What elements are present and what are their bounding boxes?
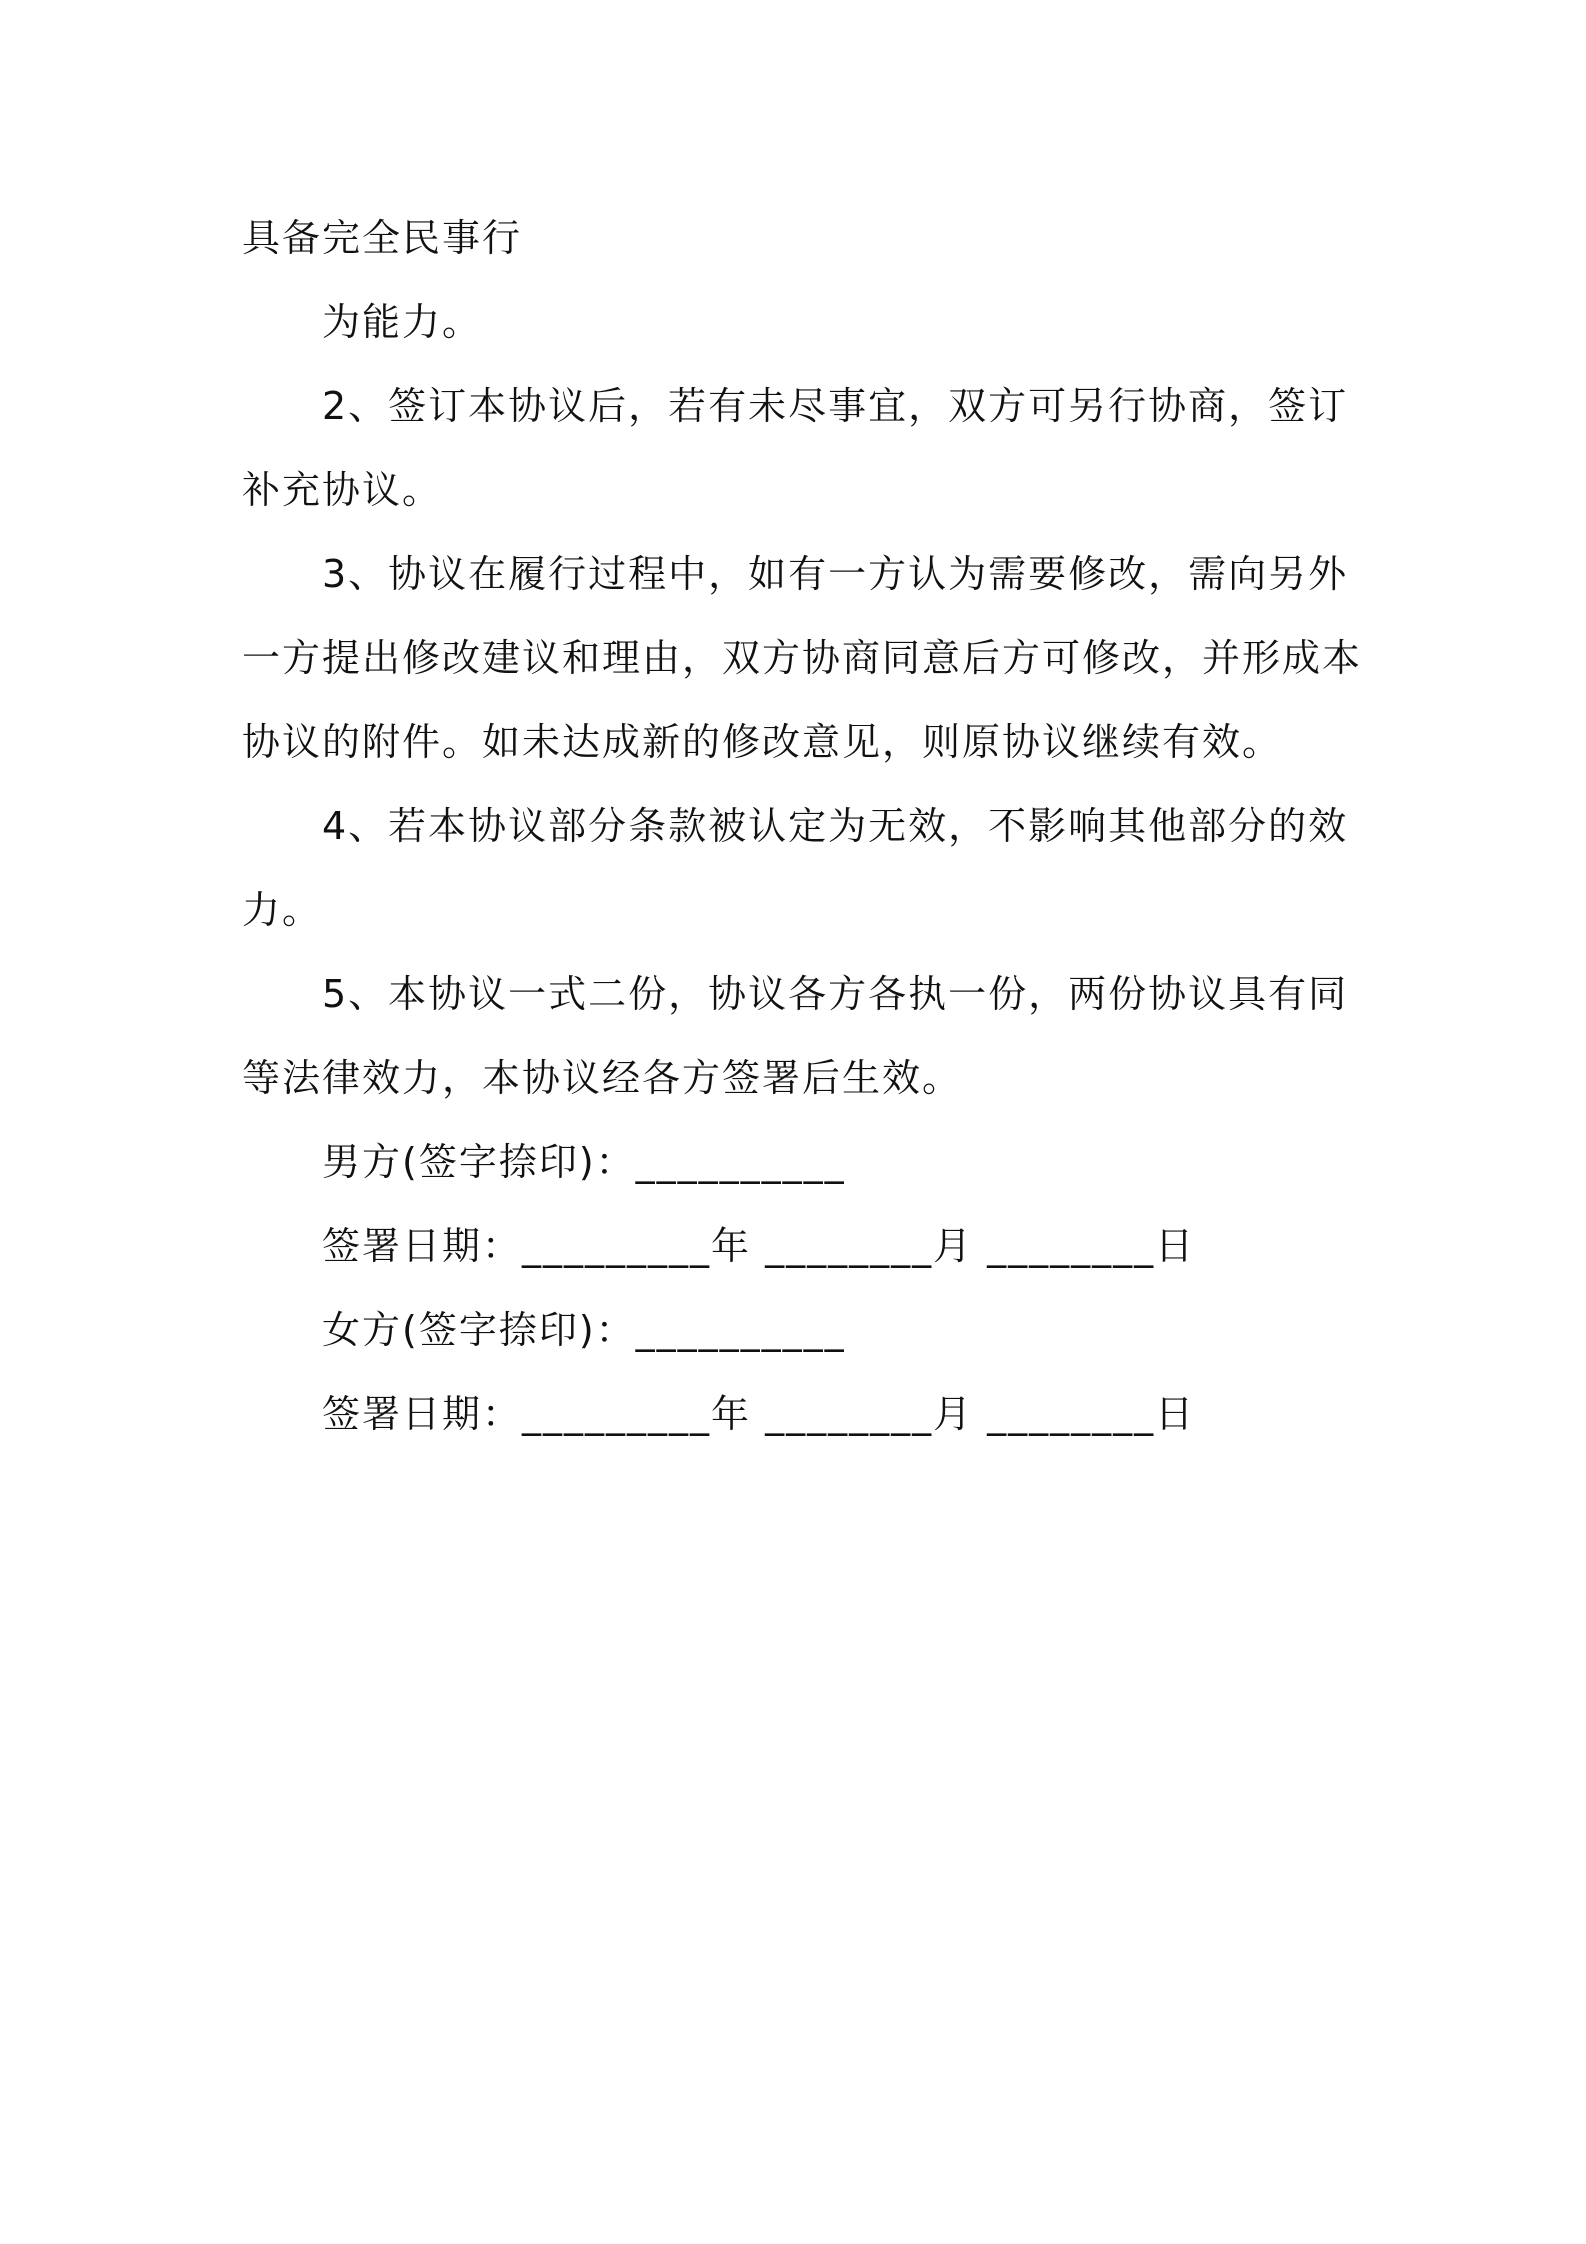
clause-2-line-2: 补充协议。	[242, 468, 443, 512]
paragraph-line-2: 为能力。	[322, 300, 483, 344]
document-body	[242, 196, 1363, 1456]
clause-3-line-1: 3、协议在履行过程中，如有一方认为需要修改，需向另外	[322, 552, 1349, 596]
female-signature-line: 女方(签字捺印)：__________	[322, 1308, 846, 1352]
clause-4-line-1: 4、若本协议部分条款被认定为无效，不影响其他部分的效	[322, 804, 1349, 848]
male-signature-line: 男方(签字捺印)：__________	[322, 1140, 846, 1184]
paragraph-line-1: 具备完全民事行	[242, 216, 523, 260]
clause-3-line-2: 一方提出修改建议和理由，双方协商同意后方可修改，并形成本	[242, 636, 1363, 680]
male-signature-date: 签署日期：_________年 ________月 ________日	[322, 1224, 1196, 1268]
clause-4-line-2: 力。	[242, 888, 323, 932]
clause-5-line-1: 5、本协议一式二份，协议各方各执一份，两份协议具有同	[322, 972, 1349, 1016]
female-signature-date: 签署日期：_________年 ________月 ________日	[322, 1392, 1196, 1436]
clause-3-line-3: 协议的附件。如未达成新的修改意见，则原协议继续有效。	[242, 720, 1283, 764]
clause-5-line-2: 等法律效力，本协议经各方签署后生效。	[242, 1056, 963, 1100]
clause-2-line-1: 2、签订本协议后，若有未尽事宜，双方可另行协商，签订	[322, 384, 1349, 428]
